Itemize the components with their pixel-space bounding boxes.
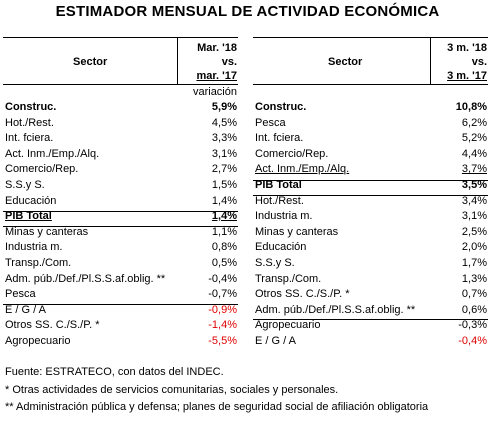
left-variation-value: -0,7%: [208, 288, 237, 301]
left-table-row: [5, 256, 237, 271]
left-table-row: [5, 116, 237, 131]
left-sector-header: Sector: [73, 56, 108, 68]
left-variation-value: 5,9%: [211, 101, 237, 113]
left-period-line-2: vs.: [221, 56, 237, 68]
right-sector-header: Sector: [328, 56, 363, 68]
right-table-row: [255, 287, 487, 302]
right-table-row: [255, 272, 487, 287]
left-sector-name: Industria m.: [5, 241, 63, 254]
left-sector-name: Pesca: [5, 288, 36, 301]
right-sector-name: Pesca: [255, 116, 286, 129]
right-variation-value: -0,4%: [458, 335, 487, 347]
left-sector-name: Adm. púb./Def./Pl.S.S.af.oblig. **: [5, 272, 166, 285]
left-table-row: [5, 209, 237, 224]
left-sector-name: PIB Total: [5, 210, 52, 223]
right-variation-value: 3,4%: [461, 194, 487, 207]
left-sector-name: S.S.y S.: [5, 179, 45, 191]
right-column-divider: [430, 37, 431, 84]
left-variation-value: 1,4%: [211, 210, 237, 223]
left-variation-value: -0,9%: [208, 303, 237, 316]
footnote-double-asterisk: ** Administración pública y defensa; planes de seguridad social de afiliación obligatoria: [5, 401, 429, 413]
right-sector-name: S.S.y S.: [255, 257, 295, 269]
left-period-line-3: mar. '17: [196, 70, 237, 82]
right-variation-value: 1,7%: [461, 257, 487, 269]
right-table-row: [255, 318, 487, 333]
left-variation-value: 0,8%: [211, 241, 237, 254]
left-variation-value: 1,1%: [211, 225, 237, 238]
left-sector-name: Int. fciera.: [5, 132, 54, 145]
left-variation-value: -5,5%: [208, 335, 237, 347]
left-table-row: [5, 272, 237, 287]
right-sector-name: Hot./Rest.: [255, 194, 304, 207]
right-table-row: [255, 147, 487, 162]
right-table-row: [255, 116, 487, 131]
right-table-row: [255, 240, 487, 255]
right-table-row: [255, 256, 487, 271]
left-variation-value: 1,5%: [211, 179, 237, 191]
right-sector-name: Transp./Com.: [255, 272, 322, 285]
right-sector-name: Industria m.: [255, 210, 313, 223]
right-sector-name: Otros SS. C./S./P. *: [255, 288, 350, 301]
left-variation-value: 3,3%: [211, 132, 237, 145]
left-variation-value: 4,5%: [211, 116, 237, 129]
left-variation-value: 1,4%: [211, 194, 237, 207]
left-sector-name: Transp./Com.: [5, 257, 72, 269]
left-sector-name: Otros SS. C./S./P. *: [5, 319, 100, 332]
right-period-line-1: 3 m. '18: [447, 42, 487, 54]
left-table-row: [5, 318, 237, 333]
left-table-row: [5, 147, 237, 162]
left-table-row: [5, 178, 237, 193]
footnote-asterisk: * Otras actividades de servicios comunitarias, sociales y personales.: [5, 384, 339, 396]
left-variation-value: -0,4%: [208, 272, 237, 285]
right-variation-value: 3,7%: [461, 163, 487, 176]
right-variation-value: 3,5%: [461, 179, 487, 191]
left-sector-name: Hot./Rest.: [5, 116, 54, 129]
left-sector-name: Minas y canteras: [5, 225, 89, 238]
left-header-top-line: [3, 37, 238, 38]
left-sector-name: Comercio/Rep.: [5, 163, 79, 176]
left-column-divider: [177, 37, 178, 84]
right-table-row: [255, 194, 487, 209]
right-variation-value: 1,3%: [461, 272, 487, 285]
left-table-row: [5, 240, 237, 255]
right-period-line-2: vs.: [471, 56, 487, 68]
left-sector-name: Agropecuario: [5, 335, 71, 347]
left-variation-value: 0,5%: [211, 257, 237, 269]
right-sector-name: Int. fciera.: [255, 132, 304, 145]
left-header-bottom-line: [3, 84, 238, 85]
right-sector-name: Agropecuario: [255, 319, 321, 332]
left-sector-name: Educación: [5, 194, 57, 207]
left-sector-name: Act. Inm./Emp./Alq.: [5, 147, 100, 160]
right-variation-value: 5,2%: [461, 132, 487, 145]
right-variation-value: 6,2%: [461, 116, 487, 129]
variation-label: variación: [192, 86, 237, 98]
right-sector-name: E / G / A: [255, 335, 296, 347]
right-variation-value: 0,7%: [461, 288, 487, 301]
right-variation-value: 3,1%: [461, 210, 487, 223]
left-table-row: [5, 334, 237, 349]
left-table-row: [5, 194, 237, 209]
left-period-header: [170, 41, 237, 83]
right-table-row: [255, 100, 487, 115]
left-variation-value: 3,1%: [211, 147, 237, 160]
right-period-line-3: 3 m. '17: [447, 70, 487, 82]
right-variation-value: 0,6%: [461, 303, 487, 316]
right-table-row: [255, 178, 487, 193]
right-table-row: [255, 334, 487, 349]
right-sector-name: PIB Total: [255, 179, 302, 191]
left-table-row: [5, 287, 237, 302]
footnote-source: Fuente: ESTRATECO, con datos del INDEC.: [5, 366, 224, 378]
right-table-row: [255, 209, 487, 224]
right-header-bottom-line: [253, 84, 488, 85]
left-table-row: [5, 162, 237, 177]
right-variation-value: -0,3%: [458, 319, 487, 332]
right-variation-value: 2,0%: [461, 241, 487, 254]
right-sector-name: Adm. púb./Def./Pl.S.S.af.oblig. **: [255, 303, 416, 316]
left-table-row: [5, 131, 237, 146]
left-sector-name: Construc.: [5, 101, 57, 113]
right-variation-value: 10,8%: [455, 101, 487, 113]
right-variation-value: 4,4%: [461, 147, 487, 160]
right-variation-value: 2,5%: [461, 225, 487, 238]
right-sector-name: Educación: [255, 241, 307, 254]
right-table-row: [255, 162, 487, 177]
right-table-row: [255, 131, 487, 146]
left-period-line-1: Mar. '18: [197, 42, 237, 54]
left-sector-name: E / G / A: [5, 303, 46, 316]
right-sector-name: Construc.: [255, 101, 307, 113]
page-title: ESTIMADOR MENSUAL DE ACTIVIDAD ECONÓMICA: [55, 3, 440, 20]
right-table-row: [255, 303, 487, 318]
left-table-row: [5, 225, 237, 240]
right-sector-name: Minas y canteras: [255, 225, 339, 238]
right-table-row: [255, 225, 487, 240]
left-table-row: [5, 303, 237, 318]
left-variation-value: 2,7%: [211, 163, 237, 176]
right-sector-name: Act. Inm./Emp./Alq.: [255, 163, 350, 176]
left-variation-value: -1,4%: [208, 319, 237, 332]
right-sector-name: Comercio/Rep.: [255, 147, 329, 160]
right-header-top-line: [253, 37, 488, 38]
left-table-row: [5, 100, 237, 115]
